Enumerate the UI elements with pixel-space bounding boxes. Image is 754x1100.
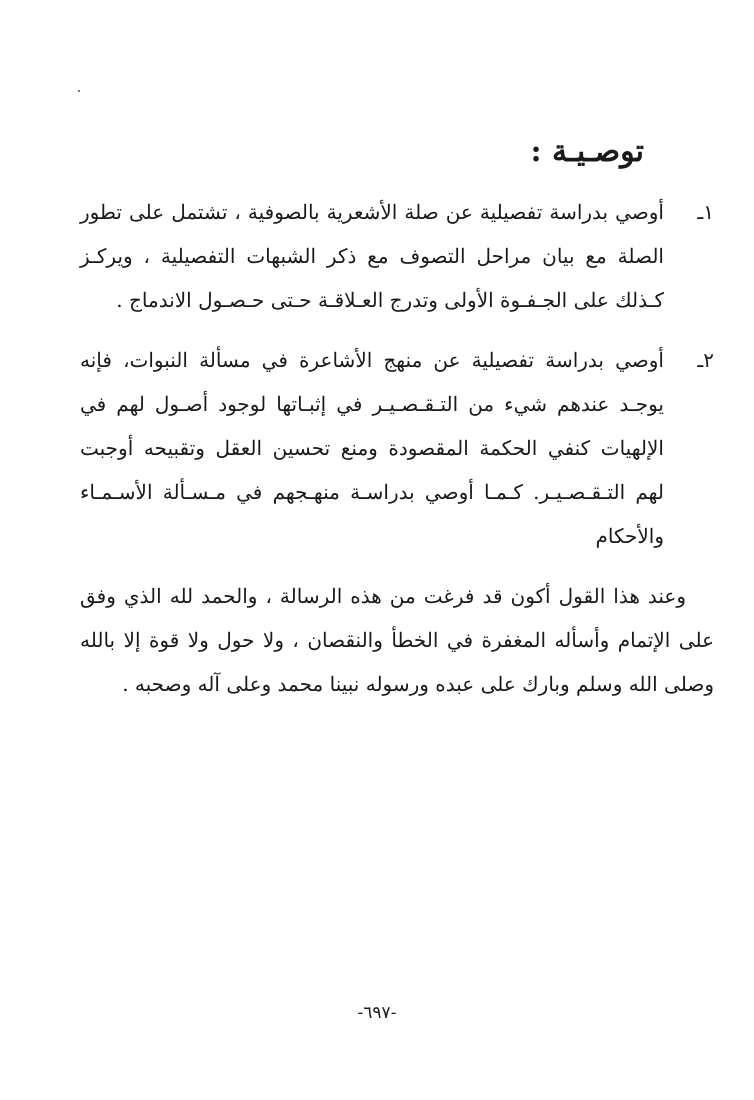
item-text: أوصي بدراسة تفصيلية عن صلة الأشعرية بالصوفية ، تشتمل على تطور الصلة مع بيان مراحل التصوف مع ذكر الشبهات التفصيلية ، ويركـز كـذلك على الجـفـوة الأولى وتدرج العـلاقـة حـتى حـصـول الاندماج . xyxy=(80,200,664,312)
item-number: ١ـ xyxy=(697,200,714,224)
scan-speck xyxy=(78,90,80,92)
recommendation-item-2 xyxy=(80,338,714,558)
section-heading: توصـيـة : xyxy=(530,134,644,169)
recommendations-body xyxy=(80,190,714,706)
item-number: ٢ـ xyxy=(697,348,714,372)
item-text: أوصي بدراسة تفصيلية عن منهج الأشاعرة في مسألة النبوات، فإنه يوجـد عندهم شيء من التـقـصـيـر في إثبـاتها لوجود أصـول لهم في الإلهيات كنفي الحكمة المقصودة ومنع تحسين العقل وتقبيحه أوجبت لهم التـقـصـيـر. كـمـا أوصي بدراسـة منهـجهم في مـسـألة الأسـمـاء والأحكام xyxy=(80,348,664,548)
recommendation-item-1 xyxy=(80,190,714,322)
page-number: -٦٩٧- xyxy=(357,1003,397,1023)
closing-paragraph: وعند هذا القول أكون قد فرغت من هذه الرسالة ، والحمد لله الذي وفق على الإتمام وأسأله المغفرة في الخطأ والنقصان ، ولا حول ولا قوة إلا بالله وصلى الله وسلم وبارك على عبده ورسوله نبينا محمد وعلى آله وصحبه . xyxy=(80,584,714,696)
